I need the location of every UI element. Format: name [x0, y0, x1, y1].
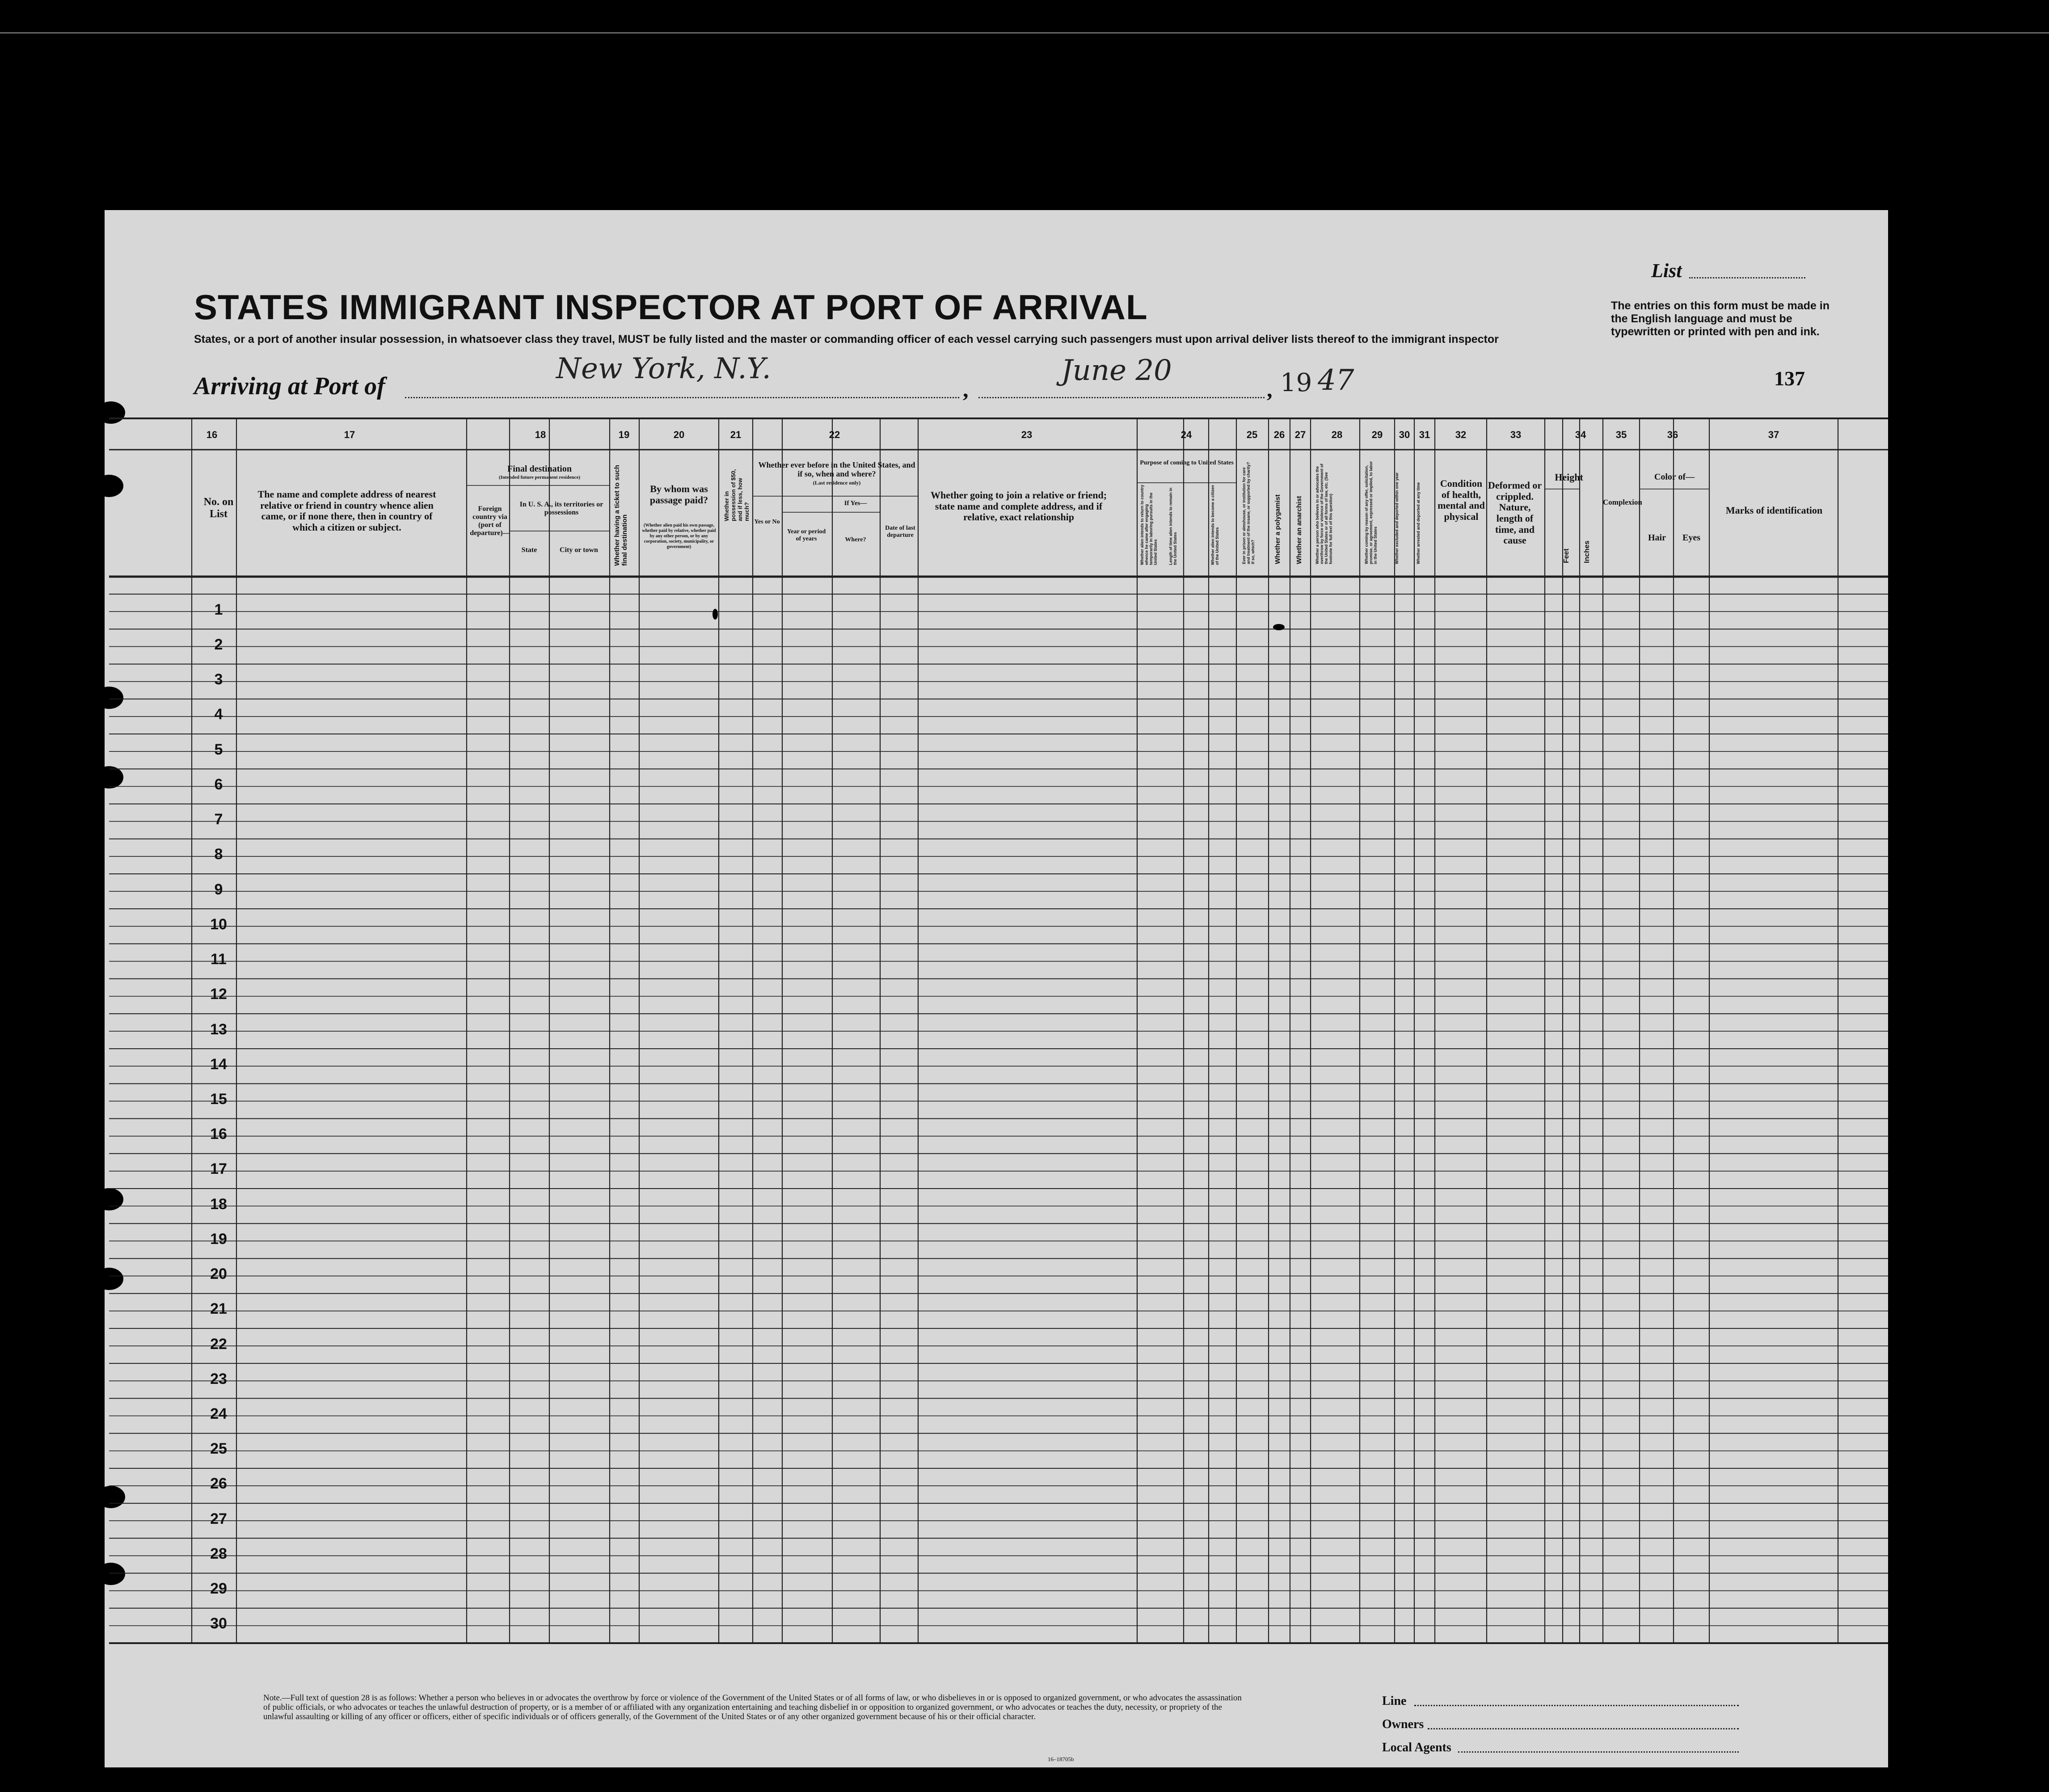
col34-header: Height: [1555, 472, 1583, 483]
row-number: 1: [214, 601, 223, 618]
col32-header: Condition of health, mental and physical: [1438, 478, 1485, 522]
row-number: 12: [210, 986, 227, 1003]
column-number: 28: [1331, 429, 1343, 440]
col27-header: Whether an anarchist: [1295, 496, 1303, 564]
col36-header: Color of—: [1654, 472, 1695, 482]
col30-header: Whether excluded and deported within one year: [1395, 472, 1399, 564]
column-number: 34: [1575, 429, 1586, 440]
col18-state-header: State: [521, 546, 537, 554]
col22-sub-header: (Last residence only): [813, 480, 861, 486]
col18-foreign-header: Foreign country via (port of departure)—: [470, 505, 510, 537]
row-number: 14: [210, 1055, 227, 1073]
date-value: June 20: [1061, 354, 1172, 387]
col17-header: The name and complete address of nearest relative or friend in country whence alien came, or if none there, then in country of which a citizen or subject.: [257, 489, 436, 533]
column-number: 26: [1273, 429, 1285, 440]
col22-group-header: Whether ever before in the United States, and if so, when and where?: [758, 460, 915, 479]
col37-header: Marks of identification: [1725, 505, 1823, 516]
column-number: 17: [344, 429, 355, 440]
col31-header: Whether arrested and deported at any time: [1416, 482, 1421, 564]
column-number: 24: [1180, 429, 1192, 440]
col24-c-header: Whether alien intends to become a citizen of the United States: [1210, 485, 1219, 565]
col24-a-header: Whether alien intends to return to country whence he came after engaging temporarily in laboring pursuits in the United States: [1140, 485, 1158, 565]
row-number: 17: [210, 1160, 227, 1178]
footnote: Note.—Full text of question 28 is as follows: Whether a person who believes in or advocates the overthrow by force or violence of the Government of the United States or of all forms of law, or who disbelieves in or is opposed to organized government, or who advocates the assassination of public officials, or who advocates or teaches the unlawful destruction of property, or is a member of or affiliated with any organization entertaining and teaching disbelief in or opposition to organized government, or who advocates or teaches the duty, necessity, or propriety of the unlawful assaulting or killing of any officer or officers, either of specific individuals or of officers generally, of the Government of the United States or of any other organized government because of his or their official character.: [263, 1693, 1242, 1721]
row-number: 22: [210, 1335, 227, 1353]
column-number: 25: [1246, 429, 1258, 440]
column-number: 19: [618, 429, 630, 440]
column-number: 16: [206, 429, 218, 440]
col18-city-header: City or town: [560, 546, 598, 554]
row-number: 26: [210, 1475, 227, 1493]
line-label: Line: [1382, 1694, 1407, 1708]
year-prefix: 19: [1280, 368, 1312, 397]
col22-year-header: Year or period of years: [787, 528, 826, 542]
row-number: 23: [210, 1370, 227, 1387]
local-agents-field[interactable]: [1458, 1751, 1739, 1753]
col22-where-header: Where?: [845, 536, 866, 543]
manifest-sheet: [105, 210, 1888, 1767]
form-subtitle: States, or a port of another insular possession, in whatsoever class they travel, MUST be fully listed and the master or commanding officer of each vessel carrying such passengers must upon arrival deliver lists thereof to the immigrant inspector: [194, 333, 1499, 346]
owners-field[interactable]: [1428, 1728, 1739, 1729]
col24-b-header: Length of time alien intends to remain in the United States: [1168, 487, 1177, 565]
row-number: 15: [210, 1090, 227, 1108]
row-number: 5: [214, 741, 223, 758]
form-code: 16–18705b: [1048, 1756, 1074, 1762]
col16-header: No. on List: [203, 496, 234, 520]
port-label: Arriving at Port of: [194, 372, 385, 400]
port-value: New York, N.Y.: [556, 352, 771, 385]
col20-header: By whom was passage paid?: [649, 483, 708, 506]
row-number: 9: [214, 881, 223, 898]
year-value: 47: [1318, 364, 1354, 397]
form-title: STATES IMMIGRANT INSPECTOR AT PORT OF ARRIVAL: [194, 287, 1148, 327]
col19-header: Whether having a ticket to such final destination: [613, 465, 628, 566]
col29-header: Whether coming by reason of any offer, solicitation, promise, or agreement, expressed or implied, to labor in the United States: [1364, 461, 1378, 564]
row-number: 6: [214, 776, 223, 793]
col35-header: Complexion: [1603, 498, 1642, 506]
date-comma: ,: [1267, 377, 1273, 402]
column-number: 37: [1768, 429, 1779, 440]
column-number: 35: [1615, 429, 1627, 440]
row-number: 19: [210, 1230, 227, 1248]
scan-top-line: [0, 32, 2049, 34]
column-number: 23: [1021, 429, 1033, 440]
col26-header: Whether a polygamist: [1274, 494, 1282, 564]
row-number: 18: [210, 1195, 227, 1213]
local-agents-label: Local Agents: [1382, 1741, 1451, 1754]
form-notice: The entries on this form must be made in the English language and must be typewritten or printed with pen and ink.: [1611, 299, 1830, 338]
row-number: 25: [210, 1440, 227, 1458]
col36-hair-header: Hair: [1648, 533, 1666, 543]
col22-ifyes-header: If Yes—: [844, 500, 867, 507]
column-number: 31: [1419, 429, 1430, 440]
row-number: 27: [210, 1510, 227, 1527]
column-number: 33: [1510, 429, 1522, 440]
row-number: 7: [214, 811, 223, 828]
col36-eyes-header: Eyes: [1682, 533, 1700, 543]
col24-group-header: Purpose of coming to United States: [1140, 460, 1234, 466]
col22-date-header: Date of last departure: [885, 525, 915, 539]
manifest-grid: [105, 210, 1888, 1767]
col22-yesno-header: Yes or No: [754, 519, 780, 525]
column-number: 36: [1667, 429, 1678, 440]
column-number: 32: [1455, 429, 1467, 440]
row-number: 10: [210, 915, 227, 933]
col18-group-header: Final destination: [507, 464, 572, 474]
row-number: 20: [210, 1265, 227, 1283]
row-number: 29: [210, 1580, 227, 1598]
col25-header: Ever in prison or almshouse, or institution for care and treatment of the insane, or supported by charity? If so, which?: [1242, 462, 1255, 564]
list-label: List: [1651, 260, 1682, 282]
row-number: 21: [210, 1300, 227, 1318]
col23-header: Whether going to join a relative or friend; state name and complete address, and if relative, exact relationship: [930, 489, 1107, 523]
col18-sub-header: (Intended future permanent residence): [499, 475, 580, 480]
port-comma: ,: [963, 377, 969, 402]
row-number: 11: [211, 951, 227, 968]
col28-header: Whether a person who believes in or advocates the overthrow by force or violence of the Government of the United States or of all forms of law, etc. (See footnote for full text of this question): [1315, 464, 1333, 564]
row-number: 13: [210, 1020, 227, 1038]
row-number: 3: [214, 671, 223, 688]
row-number: 4: [214, 706, 223, 723]
row-number: 28: [210, 1545, 227, 1562]
row-number: 8: [214, 846, 223, 863]
column-number: 20: [673, 429, 685, 440]
column-number: 18: [535, 429, 546, 440]
line-field[interactable]: [1414, 1705, 1739, 1706]
row-number: 2: [214, 636, 223, 653]
col21-header: Whether in possession of $50, and if less, how much?: [723, 469, 750, 521]
column-number: 22: [829, 429, 840, 440]
col34-feet-header: Feet: [1563, 548, 1570, 563]
col33-header: Deformed or crippled. Nature, length of time, and cause: [1488, 480, 1542, 546]
grid-rules: [109, 418, 1888, 1643]
col20-note: (Whether alien paid his own passage, whether paid by relative, whether paid by any other person, or by any corporation, society, municipality, or government): [642, 523, 716, 549]
column-number: 21: [730, 429, 742, 440]
col34-inches-header: Inches: [1583, 540, 1591, 563]
column-number: 30: [1399, 429, 1410, 440]
ink-mark: [713, 609, 718, 620]
page-number: 137: [1774, 367, 1805, 390]
row-number: 30: [210, 1615, 227, 1632]
row-number: 24: [210, 1405, 227, 1423]
col18-usa-header: In U. S. A., its territories or possessions: [519, 501, 603, 516]
ink-mark: [1273, 624, 1285, 630]
owners-label: Owners: [1382, 1717, 1424, 1731]
column-number: 27: [1294, 429, 1306, 440]
column-number: 29: [1371, 429, 1383, 440]
row-number: 16: [210, 1126, 227, 1143]
